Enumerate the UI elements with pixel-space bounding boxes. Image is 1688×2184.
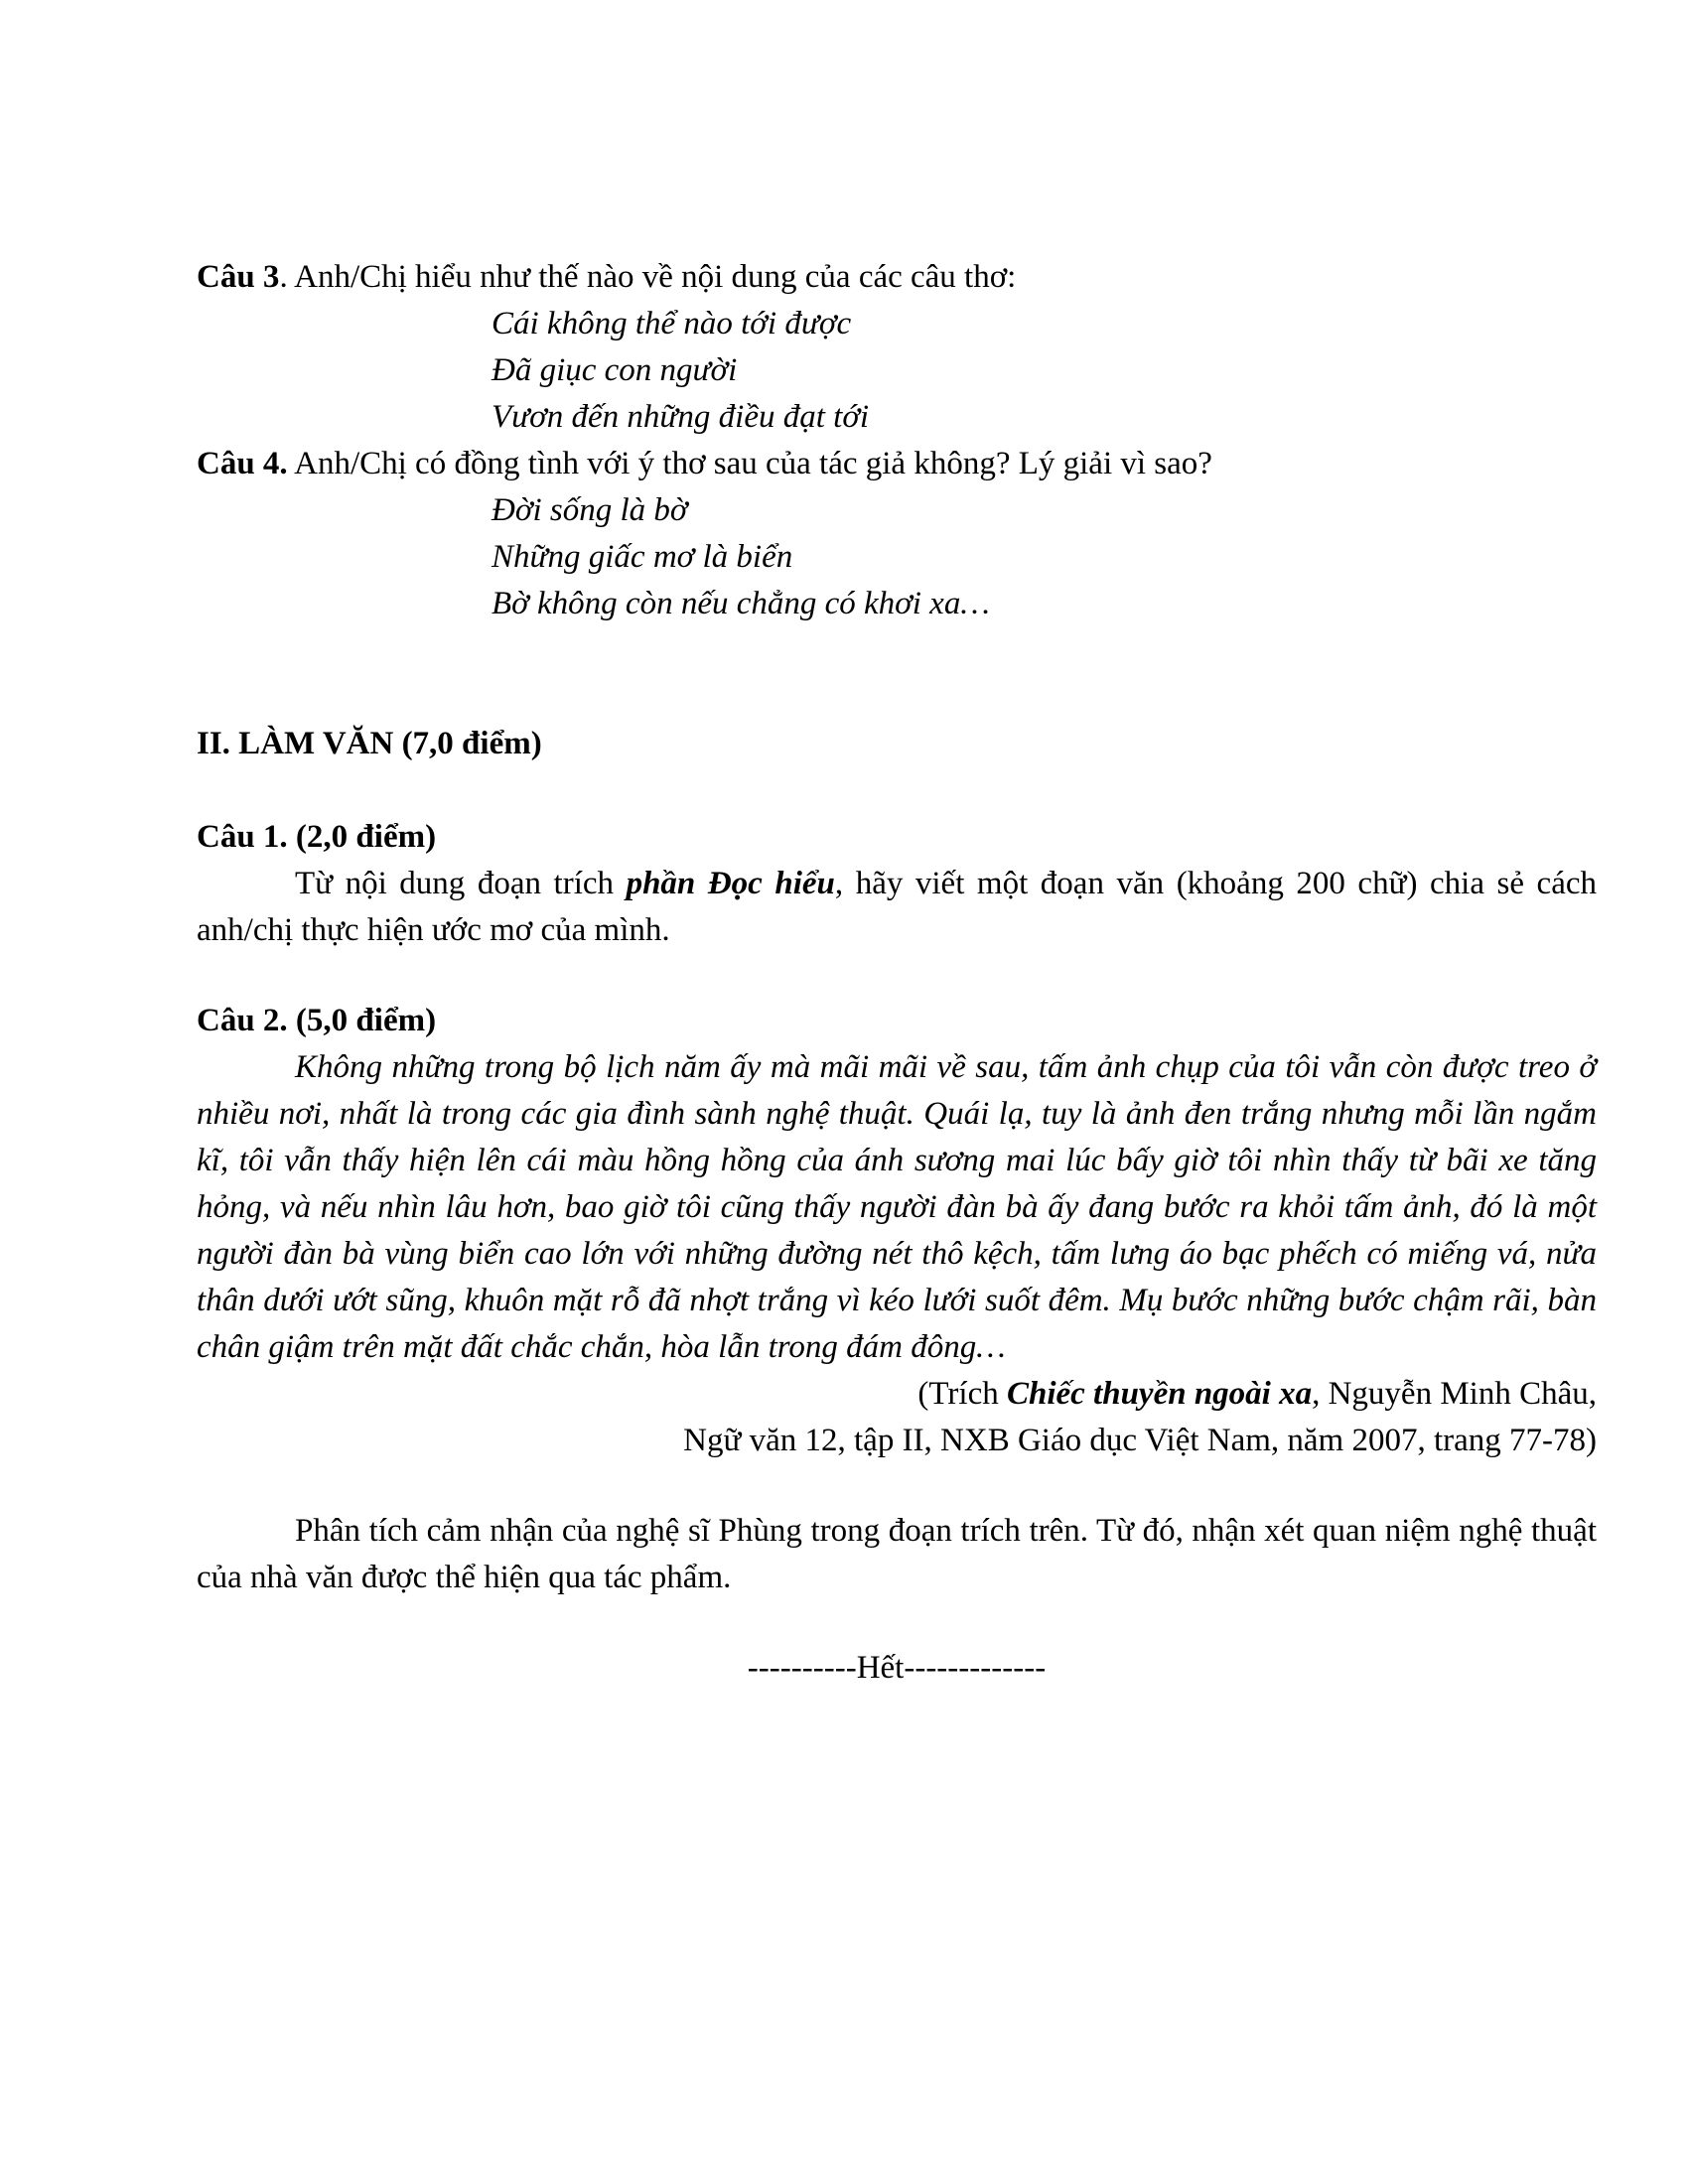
question-3 <box>197 254 1597 301</box>
poem-line: Vươn đến những điều đạt tới <box>492 399 870 435</box>
essay-question-2-heading: Câu 2. (5,0 điểm) <box>197 1003 437 1038</box>
text-segment: , hãy viết một đoạn văn (khoảng 200 chữ) chia sẻ cách anh/chị thực hiện ước mơ của mình. <box>197 866 1597 948</box>
source-title: Chiếc thuyền ngoài xa <box>1006 1376 1313 1412</box>
text-segment: Từ nội dung đoạn trích <box>295 866 627 901</box>
poem-line: Cái không thể nào tới được <box>492 306 852 341</box>
emphasis-text: phần Đọc hiểu <box>626 866 835 901</box>
essay-question-2-task: Phân tích cảm nhận của nghệ sĩ Phùng trong đoạn trích trên. Từ đó, nhận xét quan niệm nghệ thuật của nhà văn được thể hiện qua tác phẩm. <box>197 1513 1597 1595</box>
question-4-text: Anh/Chị có đồng tình với ý thơ sau của tác giả không? Lý giải vì sao? <box>287 446 1212 481</box>
poem-line: Những giấc mơ là biển <box>492 539 793 575</box>
section-2-heading: II. LÀM VĂN (7,0 điểm) <box>197 726 542 761</box>
question-4-poem <box>197 487 1597 627</box>
end-mark: ----------Hết------------- <box>747 1650 1047 1686</box>
poem-line: Đời sống là bờ <box>492 492 688 528</box>
citation-line-1 <box>197 1371 1597 1418</box>
poem-line: Bờ không còn nếu chẳng có khơi xa… <box>492 586 990 621</box>
question-3-label: Câu 3 <box>197 259 280 295</box>
question-4-label: Câu 4. <box>197 446 288 481</box>
essay-question-1-heading: Câu 1. (2,0 điểm) <box>197 819 437 855</box>
page-content <box>197 254 1597 1692</box>
essay-question-1-text <box>197 861 1597 954</box>
question-4 <box>197 441 1597 487</box>
text-segment: (Trích <box>917 1376 1007 1412</box>
citation-line-2: Ngữ văn 12, tập II, NXB Giáo dục Việt Nam, năm 2007, trang 77-78) <box>683 1423 1597 1458</box>
question-3-poem <box>197 301 1597 441</box>
text-segment: , Nguyễn Minh Châu, <box>1312 1376 1597 1412</box>
excerpt-passage: Không những trong bộ lịch năm ấy mà mãi mãi về sau, tấm ảnh chụp của tôi vẫn còn được treo ở nhiều nơi, nhất là trong các gia đình sành nghệ thuật. Quái lạ, tuy là ảnh đen trắng nhưng mỗi lần ngắm kĩ, tôi vẫn thấy hiện lên cái màu hồng hồng của ánh sương mai lúc bấy giờ tôi nhìn thấy từ bãi xe tăng hỏng, và nếu nhìn lâu hơn, bao giờ tôi cũng thấy người đàn bà ấy đang bước ra khỏi tấm ảnh, đó là một người đàn bà vùng biển cao lớn với những đường nét thô kệch, tấm lưng áo bạc phếch có miếng vá, nửa thân dưới ướt sũng, khuôn mặt rỗ đã nhợt trắng vì kéo lưới suốt đêm. Mụ bước những bước chậm rãi, bàn chân giậm trên mặt đất chắc chắn, hòa lẫn trong đám đông… <box>197 1049 1597 1365</box>
poem-line: Đã giục con người <box>492 352 738 388</box>
question-3-text: . Anh/Chị hiểu như thế nào về nội dung của các câu thơ: <box>279 259 1017 295</box>
